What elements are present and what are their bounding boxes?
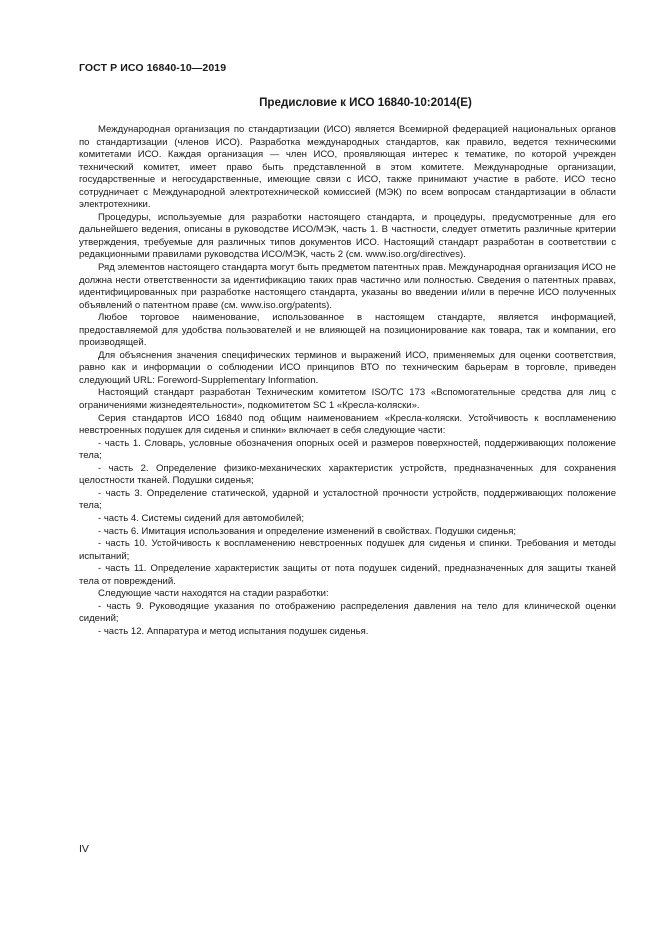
paragraph: Международная организация по стандартизации (ИСО) является Всемирной федерацией национальных органов по стандартизации (членов ИСО). Разработка международных стандартов, как правило, ведется техническими комитетами ИСО. Каждая организация — член ИСО, проявляющая интерес к тематике, по которой учрежден технический комитет, имеет право быть представленной в этом комитете. Международные организации, государственные и негосударственные, имеющие связи с ИСО, также принимают участие в работе. ИСО тесно сотрудничает с Международной электротехнической комиссией (МЭК) по всем вопросам стандартизации в области электротехники. xyxy=(79,124,616,211)
list-item: - часть 2. Определение физико-механических характеристик устройств, предназначенных для сохранения целостности тканей. Подушки сиденья; xyxy=(79,462,616,487)
paragraph: Процедуры, используемые для разработки настоящего стандарта, и процедуры, предусмотренные для его дальнейшего ведения, описаны в руководстве ИСО/МЭК, часть 1. В частности, следует отметить различные критерии утверждения, требуемые для различных типов документов ИСО. Настоящий стандарт разработан в соответствии с редакционными правилами руководства ИСО/МЭК, часть 2 (см. www.iso.org/directives). xyxy=(79,211,616,261)
list-item: - часть 1. Словарь, условные обозначения опорных осей и размеров поверхностей, поддерживающих положение тела; xyxy=(79,437,616,462)
document-header-code: ГОСТ Р ИСО 16840-10—2019 xyxy=(79,62,227,74)
paragraph: Любое торговое наименование, использованное в настоящем стандарте, является информацией, предоставляемой для удобства пользователей и не влияющей на позиционирование как товара, так и компании, его производящей. xyxy=(79,312,616,349)
paragraph: Следующие части находятся на стадии разработки: xyxy=(98,588,329,600)
list-item: - часть 9. Руководящие указания по отображению распределения давления на тело для клинической оценки сидений; xyxy=(79,600,616,625)
list-item: - часть 11. Определение характеристик защиты от пота подушек сидений, предназначенных для защиты тканей тела от повреждений. xyxy=(79,563,616,587)
body-text xyxy=(79,124,616,638)
paragraph: Ряд элементов настоящего стандарта могут быть предметом патентных прав. Международная организация ИСО не должна нести ответственности за идентификацию таких прав частично или полностью. Сведения о патентных правах, идентифицированных при разработке настоящего стандарта, указаны во введении и/или в перечне ИСО полученных объявлений о патентном праве (см. www.iso.org/patents). xyxy=(79,262,616,311)
page-number: IV xyxy=(79,843,89,855)
list-item: - часть 10. Устойчивость к воспламенению невстроенных подушек для сиденья и спинки. Требования и методы испытаний; xyxy=(79,538,616,562)
list-item: - часть 3. Определение статической, ударной и усталостной прочности устройств, поддерживающих положение тела; xyxy=(79,487,616,512)
paragraph: Настоящий стандарт разработан Техническим комитетом ISO/TC 173 «Вспомогательные средства для лиц с ограничениями жизнедеятельности», подкомитетом SC 1 «Кресла-коляски». xyxy=(79,387,616,412)
list-item: - часть 4. Системы сидений для автомобилей; xyxy=(98,512,304,524)
list-item: - часть 12. Аппаратура и метод испытания подушек сиденья. xyxy=(98,625,369,637)
paragraph: Для объяснения значения специфических терминов и выражений ИСО, применяемых для оценки соответствия, равно как и информации о соблюдении ИСО принципов ВТО по техническим барьерам в торговле, приведен следующий URL: Foreword-Supplementary Information. xyxy=(79,349,616,386)
list-item: - часть 6. Имитация использования и определение изменений в свойствах. Подушки сиденья; xyxy=(98,525,517,537)
section-title: Предисловие к ИСО 16840-10:2014(E) xyxy=(259,96,472,109)
paragraph: Серия стандартов ИСО 16840 под общим наименованием «Кресла-коляски. Устойчивость к воспламенению невстроенных подушек для сиденья и спинки» включает в себя следующие части: xyxy=(79,412,616,437)
